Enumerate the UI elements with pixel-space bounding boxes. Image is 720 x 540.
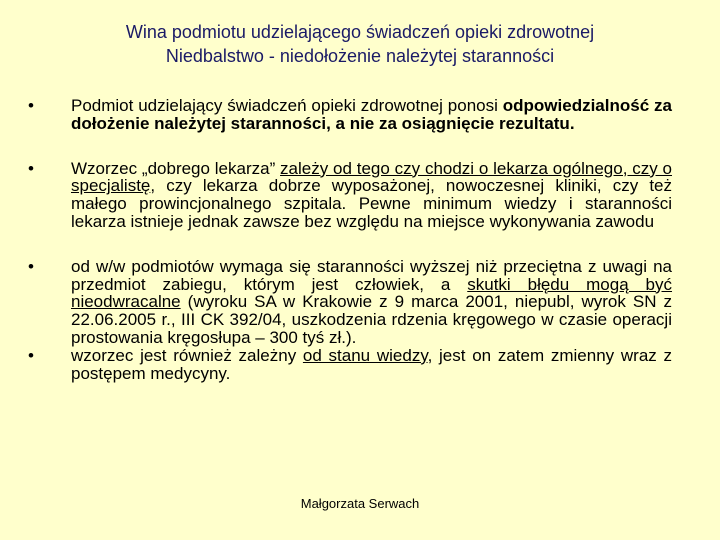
bullet-glyph: • — [28, 96, 34, 115]
bullet-item-2 — [28, 160, 672, 231]
bullet-2-text-end: , czy lekarza dobrze wyposażonej, nowoczesnej kliniki, czy też małego prowincjonalnego szpitala. Pewne minimum wiedzy i staranności lekarza istnieje jednak zawsze bez względu na miejsce wykonywania zawodu — [71, 176, 672, 231]
bullet-list — [28, 97, 672, 382]
bullet-item-1 — [28, 97, 672, 133]
bullet-4-text-end: , jest on zatem zmienny wraz z postępem medycyny. — [71, 345, 672, 383]
bullet-3-underlined-text: skutki błędu mogą być nieodwracalne — [71, 274, 673, 312]
footer-author: Małgorzata Serwach — [300, 496, 420, 511]
bullet-glyph: • — [28, 256, 34, 276]
bullet-glyph: • — [28, 345, 34, 365]
slide-title — [0, 20, 720, 68]
bullet-1-lead-text: Podmiot udzielający świadczeń opieki zdrowotnej ponosi — [71, 96, 498, 115]
slide-title-line-2: Niedbalstwo - niedołożenie należytej staranności — [165, 46, 555, 66]
bullet-item-3 — [28, 258, 672, 347]
bullet-3-text-start: od w/w podmiotów wymaga się staranności wyższej niż przeciętna z uwagi na przedmiot zabiegu, którym jest człowiek, a — [71, 256, 672, 294]
bullet-3-text-end: (wyroku SA w Krakowie z 9 marca 2001, niepubl, wyrok SN z 22.06.2005 r., III CK 392/04, uszkodzenia rdzenia kręgowego w czasie operacji prostowania kręgosłupa – 300 tyś zł.). — [71, 292, 672, 347]
bullet-4-underlined-text: od stanu wiedzy — [302, 345, 428, 365]
bullet-item-4 — [28, 347, 672, 383]
bullet-2-underlined-text: zależy od tego czy chodzi o lekarza ogólnego, czy o specjalistę — [71, 158, 672, 196]
bullet-glyph: • — [28, 158, 34, 178]
bullet-4-text-start: wzorzec jest również zależny — [71, 345, 303, 365]
slide-title-line-1: Wina podmiotu udzielającego świadczeń opieki zdrowotnej — [125, 22, 595, 42]
bullet-2-text-start: Wzorzec „dobrego lekarza” — [71, 158, 281, 178]
bullet-1-bold-text: odpowiedzialność za dołożenie należytej staranności, a nie za osiągnięcie rezultatu. — [71, 96, 672, 133]
